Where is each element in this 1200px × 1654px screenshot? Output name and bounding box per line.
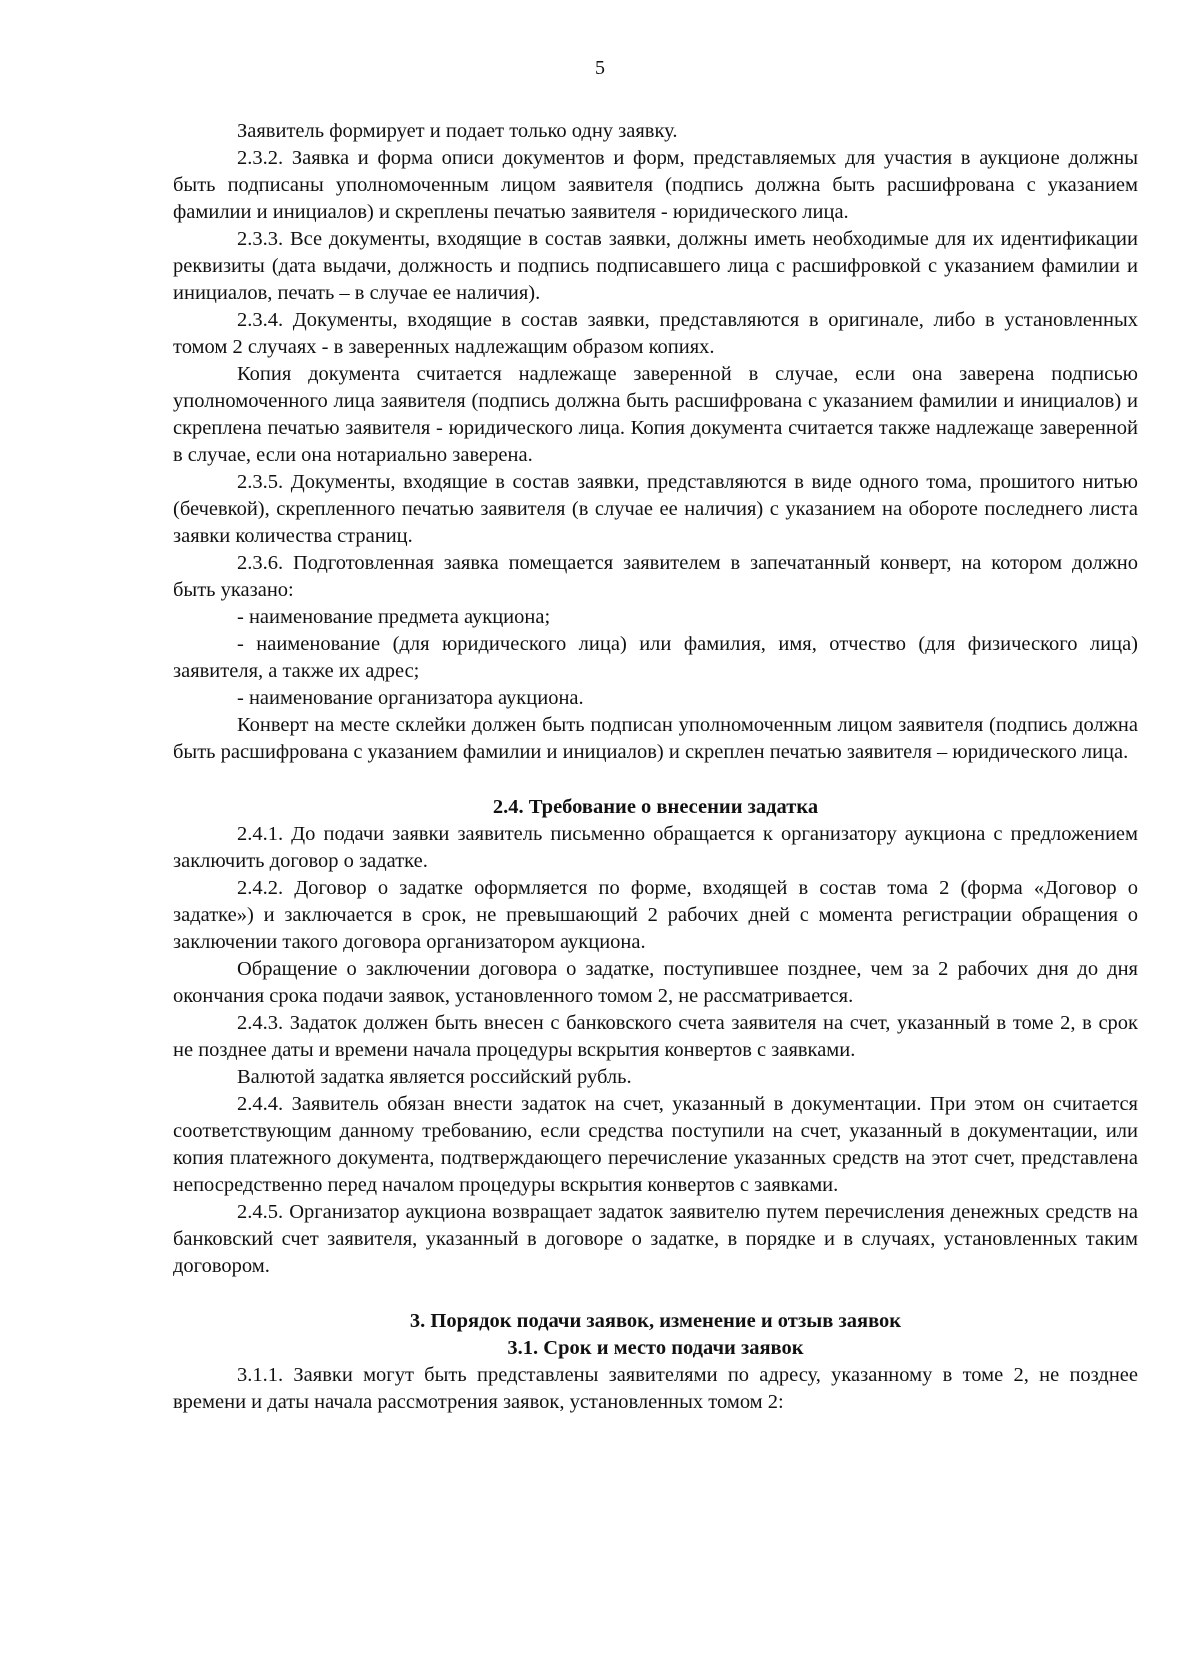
paragraph-2-4-1: 2.4.1. До подачи заявки заявитель письменно обращается к организатору аукциона с предложением заключить договор о задатке. bbox=[173, 823, 1138, 872]
paragraph-3-1-1: 3.1.1. Заявки могут быть представлены заявителями по адресу, указанному в томе 2, не позднее времени и даты начала рассмотрения заявок, установленных томом 2: bbox=[173, 1364, 1138, 1413]
paragraph-2-3-3: 2.3.3. Все документы, входящие в состав заявки, должны иметь необходимые для их идентификации реквизиты (дата выдачи, должность и подпись подписавшего лица с расшифровкой с указанием фамилии и инициалов, печать – в случае ее наличия). bbox=[173, 228, 1138, 304]
paragraph-2-4-3: 2.4.3. Задаток должен быть внесен с банковского счета заявителя на счет, указанный в томе 2, в срок не позднее даты и времени начала процедуры вскрытия конвертов с заявками. bbox=[173, 1012, 1138, 1061]
paragraph-deposit-currency: Валютой задатка является российский рубль. bbox=[237, 1066, 632, 1088]
list-item-auction-subject: - наименование предмета аукциона; bbox=[237, 606, 551, 628]
paragraph-2-4-4: 2.4.4. Заявитель обязан внести задаток на счет, указанный в документации. При этом он считается соответствующим данному требованию, если средства поступили на счет, указанный в документации, или копия платежного документа, подтверждающего перечисление указанных средств на этот счет, представлена непосредственно перед началом процедуры вскрытия конвертов с заявками. bbox=[173, 1093, 1138, 1196]
paragraph-2-3-6: 2.3.6. Подготовленная заявка помещается заявителем в запечатанный конверт, на котором должно быть указано: bbox=[173, 552, 1138, 601]
paragraph-2-3-2: 2.3.2. Заявка и форма описи документов и форм, представляемых для участия в аукционе должны быть подписаны уполномоченным лицом заявителя (подпись должна быть расшифрована с указанием фамилии и инициалов) и скреплены печатью заявителя - юридического лица. bbox=[173, 147, 1138, 223]
paragraph-2-4-5: 2.4.5. Организатор аукциона возвращает задаток заявителю путем перечисления денежных средств на банковский счет заявителя, указанный в договоре о задатке, в порядке и в случаях, установленных таким договором. bbox=[173, 1201, 1138, 1277]
paragraph-envelope-signing: Конверт на месте склейки должен быть подписан уполномоченным лицом заявителя (подпись должна быть расшифрована с указанием фамилии и инициалов) и скреплен печатью заявителя – юридического лица. bbox=[173, 714, 1138, 763]
page-number: 5 bbox=[595, 57, 605, 79]
list-item-applicant-name: - наименование (для юридического лица) или фамилия, имя, отчество (для физического лица) заявителя, а также их адрес; bbox=[173, 633, 1138, 682]
paragraph-copy-certification: Копия документа считается надлежаще заверенной в случае, если она заверена подписью уполномоченного лица заявителя (подпись должна быть расшифрована с указанием фамилии и инициалов) и скреплена печатью заявителя - юридического лица. Копия документа считается также надлежаще заверенной в случае, если она нотариально заверена. bbox=[173, 363, 1138, 466]
section-heading-2-4: 2.4. Требование о внесении задатка bbox=[492, 796, 819, 818]
section-heading-3: 3. Порядок подачи заявок, изменение и отзыв заявок bbox=[409, 1310, 902, 1332]
paragraph-2-3-4: 2.3.4. Документы, входящие в состав заявки, представляются в оригинале, либо в установленных томом 2 случаях - в заверенных надлежащим образом копиях. bbox=[173, 309, 1138, 358]
list-item-organizer-name: - наименование организатора аукциона. bbox=[237, 687, 584, 709]
paragraph-single-application: Заявитель формирует и подает только одну заявку. bbox=[237, 120, 678, 142]
paragraph-late-request: Обращение о заключении договора о задатке, поступившее позднее, чем за 2 рабочих дня до дня окончания срока подачи заявок, установленного томом 2, не рассматривается. bbox=[173, 958, 1138, 1007]
subsection-heading-3-1: 3.1. Срок и место подачи заявок bbox=[507, 1337, 804, 1359]
paragraph-2-3-5: 2.3.5. Документы, входящие в состав заявки, представляются в виде одного тома, прошитого нитью (бечевкой), скрепленного печатью заявителя (в случае ее наличия) с указанием на обороте последнего листа заявки количества страниц. bbox=[173, 471, 1138, 547]
document-body bbox=[173, 118, 1138, 1416]
paragraph-2-4-2: 2.4.2. Договор о задатке оформляется по форме, входящей в состав тома 2 (форма «Договор о задатке») и заключается в срок, не превышающий 2 рабочих дней с момента регистрации обращения о заключении такого договора организатором аукциона. bbox=[173, 877, 1138, 953]
